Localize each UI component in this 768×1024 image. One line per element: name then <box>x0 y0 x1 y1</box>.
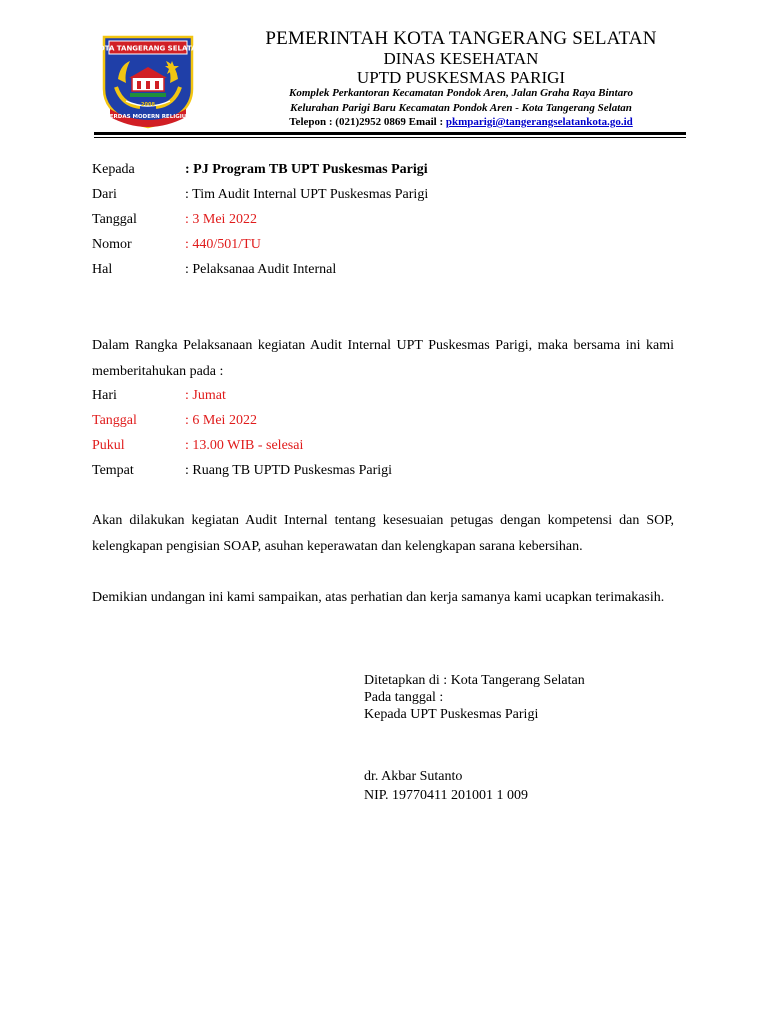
tempat-value: : Ruang TB UPTD Puskesmas Parigi <box>185 463 393 478</box>
tanggal-value: : 3 Mei 2022 <box>185 212 257 227</box>
logo-motto: CERDAS MODERN RELIGIUS <box>105 114 191 120</box>
ditetapkan-line: Ditetapkan di : Kota Tangerang Selatan <box>364 673 585 688</box>
pukul-value: : 13.00 WIB - selesai <box>185 438 304 453</box>
event-tanggal-value: : 6 Mei 2022 <box>185 413 257 428</box>
header-divider-thick <box>94 132 686 135</box>
signature-kepada-line: Kepada UPT Puskesmas Parigi <box>364 707 539 722</box>
header-email-link[interactable]: pkmparigi@tangerangselatankota.go.id <box>445 116 633 128</box>
dari-label: Dari <box>92 187 117 202</box>
header-government: PEMERINTAH KOTA TANGERANG SELATAN <box>265 28 657 49</box>
header-unit: UPTD PUSKESMAS PARIGI <box>356 68 566 87</box>
intro-paragraph: Dalam Rangka Pelaksanaan kegiatan Audit Internal UPT Puskesmas Parigi, maka bersama ini kami memberitahukan pada : <box>92 338 674 379</box>
header-phone: Telepon : (021)2952 0869 Email : <box>289 116 446 128</box>
nomor-label: Nomor <box>92 237 132 252</box>
tanggal-label: Tanggal <box>92 212 137 227</box>
header-contact <box>226 117 696 128</box>
signatory-nip: NIP. 19770411 201001 1 009 <box>364 788 528 803</box>
kepada-value: : PJ Program TB UPT Puskesmas Parigi <box>185 162 428 177</box>
hal-value: : Pelaksanaa Audit Internal <box>185 262 337 277</box>
hari-label: Hari <box>92 388 117 403</box>
logo-year: 2008 <box>141 102 155 108</box>
signatory-name: dr. Akbar Sutanto <box>364 769 463 784</box>
header-address-1: Komplek Perkantoran Kecamatan Pondok Aren, Jalan Graha Raya Bintaro <box>289 87 633 99</box>
event-tanggal-label: Tanggal <box>92 413 137 428</box>
closing-paragraph: Demikian undangan ini kami sampaikan, atas perhatian dan kerja samanya kami ucapkan terimakasih. <box>92 590 665 605</box>
pukul-label: Pukul <box>92 438 125 453</box>
tempat-label: Tempat <box>92 463 134 478</box>
header-address-2: Kelurahan Parigi Baru Kecamatan Pondok Aren - Kota Tangerang Selatan <box>290 102 632 114</box>
kepada-label: Kepada <box>92 162 135 177</box>
dari-value: : Tim Audit Internal UPT Puskesmas Parigi <box>185 187 429 202</box>
audit-scope-paragraph: Akan dilakukan kegiatan Audit Internal tentang kesesuaian petugas dengan kompetensi dan SOP, kelengkapan pengisian SOAP, asuhan keperawatan dan kelengkapan sarana kebersihan. <box>92 513 674 554</box>
header-divider-thin <box>94 137 686 138</box>
hari-value: : Jumat <box>185 388 226 403</box>
header-department: DINAS KESEHATAN <box>383 49 539 68</box>
hal-label: Hal <box>92 262 113 277</box>
pada-tanggal-line: Pada tanggal : <box>364 690 444 705</box>
city-emblem-logo <box>93 33 203 129</box>
logo-top-text: KOTA TANGERANG SELATAN <box>93 44 203 53</box>
nomor-value: : 440/501/TU <box>185 237 261 252</box>
